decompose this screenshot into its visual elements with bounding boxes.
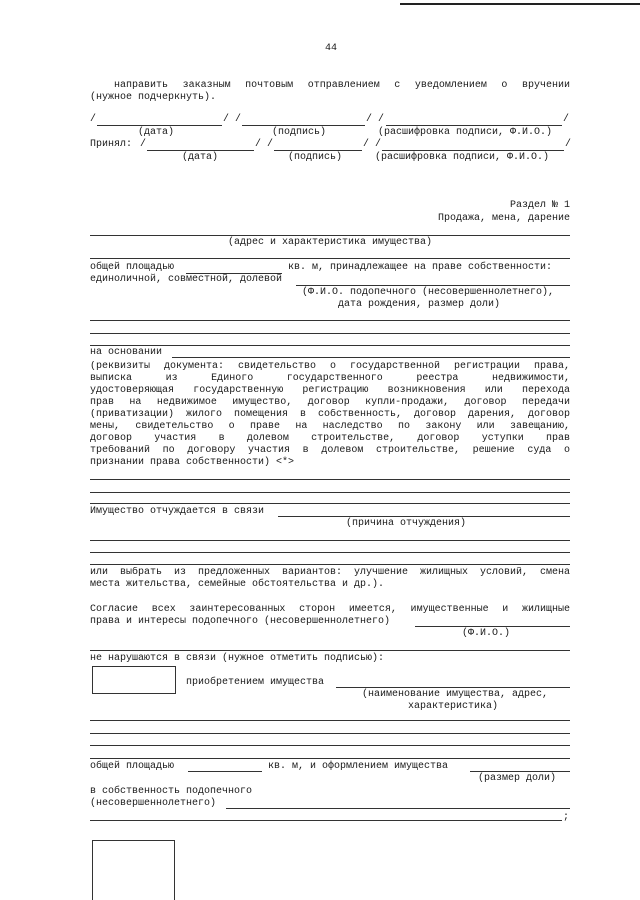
basis-line: договор участия в долевом строительстве, договор уступки прав [90, 433, 570, 444]
received-signature-line[interactable] [274, 150, 362, 151]
ownership-type-text: единоличной, совместной, долевой [90, 274, 283, 285]
received-date-line[interactable] [147, 150, 254, 151]
ownership-line-2: (несовершеннолетнего) [90, 798, 217, 809]
consent-line-2: права и интересы подопечного (несовершеннолетнего) [90, 616, 391, 627]
end-semicolon: ; [563, 812, 570, 823]
date-line[interactable] [97, 125, 222, 126]
blank-line[interactable] [90, 333, 570, 334]
ownership-line-1: в собственность подопечного [90, 786, 253, 797]
blank-line[interactable] [90, 745, 570, 746]
blank-line[interactable] [90, 540, 570, 541]
ward-caption-1: (Ф.И.О. подопечного (несовершеннолетнего), [302, 287, 555, 298]
address-line-2[interactable] [90, 258, 570, 259]
basis-line: мены, свидетельство о праве на наследство по закону или завещанию, [90, 421, 570, 432]
blank-line[interactable] [90, 758, 570, 759]
basis-line: выписка из Единого государственного реестра недвижимости, [90, 373, 570, 384]
consent-fio-line[interactable] [415, 626, 570, 627]
slash: / / [366, 114, 385, 125]
basis-field-line[interactable] [172, 357, 570, 358]
basis-line: прав на недвижимое имущество, договор купли-продажи, договор передачи [90, 397, 570, 408]
basis-line-last: признании права собственности) <*> [90, 457, 295, 468]
name-decode-line[interactable] [386, 125, 562, 126]
slash: / [563, 114, 570, 125]
acquisition-area-label: общей площадью [90, 761, 175, 772]
alienation-label: Имущество отчуждается в связи [90, 506, 265, 517]
blank-line[interactable] [90, 552, 570, 553]
decode-caption: (расшифровка подписи, Ф.И.О.) [378, 127, 553, 138]
consent-line-1: Согласие всех заинтересованных сторон имеется, имущественные и жилищные [90, 604, 570, 615]
section-subtitle: Продажа, мена, дарение [437, 213, 570, 224]
blank-line[interactable] [90, 650, 570, 651]
date-caption: (дата) [138, 127, 175, 138]
share-caption: (размер доли) [478, 773, 557, 784]
ward-name-line[interactable] [296, 285, 570, 286]
basis-label: на основании [90, 347, 163, 358]
alienation-options-2: места жительства, семейные обстоятельства и др.). [90, 579, 385, 590]
basis-line: требований по договору участия в долевом строительстве, решение суда о [90, 445, 570, 456]
blank-line[interactable] [90, 503, 570, 504]
address-caption: (адрес и характеристика имущества) [227, 237, 433, 248]
basis-line: удостоверяющая государственную регистрацию возникновения или перехода [90, 385, 570, 396]
share-field-line[interactable] [470, 771, 570, 772]
blank-line[interactable] [90, 479, 570, 480]
alienation-reason-line[interactable] [278, 516, 570, 517]
basis-line: (приватизации) жилого помещения в собственность, договор дарения, договор [90, 409, 570, 420]
received-label: Принял: [90, 139, 133, 150]
area-label: общей площадью [90, 262, 175, 273]
blank-line[interactable] [90, 564, 570, 565]
acquisition-label: приобретением имущества [186, 677, 325, 688]
basis-line: (реквизиты документа: свидетельство о государственной регистрации права, [90, 361, 570, 372]
slash: / [565, 139, 572, 150]
received-decode-line[interactable] [382, 150, 564, 151]
not-violated-text: не нарушаются в связи (нужное отметить подписью): [90, 653, 385, 664]
acquisition-area-field[interactable] [188, 771, 262, 772]
acquisition-caption-1: (наименование имущества, адрес, [362, 689, 549, 700]
slash: / [140, 139, 147, 150]
signature-box[interactable] [92, 666, 176, 694]
slash: / / [363, 139, 382, 150]
section-title: Раздел № 1 [509, 200, 570, 211]
slash: / [90, 114, 97, 125]
page-number: 44 [325, 43, 338, 54]
alienation-options-1: или выбрать из предложенных вариантов: улучшение жилищных условий, смена [90, 567, 570, 578]
area-unit-text: кв. м, принадлежащее на праве собственности: [288, 262, 553, 273]
page-top-rule [400, 3, 640, 5]
ownership-field-line[interactable] [226, 808, 570, 809]
acquisition-field-line[interactable] [336, 687, 570, 688]
acquisition-caption-2: характеристика) [408, 701, 499, 712]
received-signature-caption: (подпись) [288, 152, 343, 163]
blank-line[interactable] [90, 492, 570, 493]
alienation-caption: (причина отчуждения) [346, 518, 467, 529]
blank-line[interactable] [90, 320, 570, 321]
blank-line[interactable] [90, 733, 570, 734]
slash: / / [223, 114, 242, 125]
signature-box-2-left [92, 840, 93, 900]
signature-line[interactable] [242, 125, 365, 126]
address-line[interactable] [90, 235, 570, 236]
blank-line[interactable] [90, 820, 562, 821]
signature-box-2-top [92, 840, 174, 841]
signature-box-2-right [174, 840, 175, 900]
signature-caption: (подпись) [272, 127, 327, 138]
slash: / / [255, 139, 274, 150]
acquisition-area-unit: кв. м, и оформлением имущества [268, 761, 449, 772]
underline-note: (нужное подчеркнуть). [90, 92, 217, 103]
blank-line[interactable] [90, 720, 570, 721]
consent-fio-caption: (Ф.И.О.) [462, 628, 511, 639]
send-by-mail-text: направить заказным почтовым отправлением с уведомлением о вручении [114, 80, 570, 91]
ward-caption-2: дата рождения, размер доли) [338, 299, 501, 310]
blank-line[interactable] [90, 345, 570, 346]
received-date-caption: (дата) [182, 152, 219, 163]
received-decode-caption: (расшифровка подписи, Ф.И.О.) [375, 152, 550, 163]
